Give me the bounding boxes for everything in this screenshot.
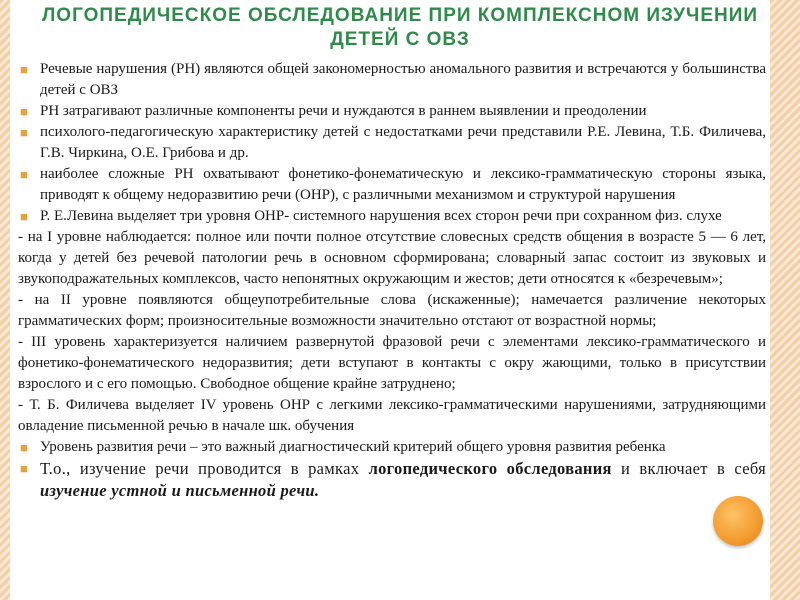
onr-level-4: [18, 395, 766, 437]
dash-text: - на I уровне наблюдается: полное или почти полное отсутствие словесных средств общения в возрасте 5 — 6 лет, когда у детей без речевой патологии речь в основном сформирована; словарный запас состоит из звуковых и звукоподражательных комплексов, часто непонятных окружающим и жестов; дети относятся к «безречевым»;: [18, 229, 766, 287]
bullet-square-icon: ■: [20, 167, 28, 182]
onr-level-2: [18, 290, 766, 332]
bullet-text: РН затрагивают различные компоненты речи и нуждаются в раннем выявлении и преодолении: [40, 103, 647, 119]
bullet-text: наиболее сложные РН охватывают фонетико-фонематическую и лексико-грамматическую стороны языка, приводят к общему недоразвитию речи (ОНР), с различными механизмом и структурой нарушения: [40, 166, 766, 203]
slide-content: [18, 59, 766, 502]
bullet-text: психолого-педагогическую характеристику детей с недостатками речи представили Р.Е. Левина, Т.Б. Филичева, Г.В. Чиркина, О.Е. Грибова и др.: [40, 124, 766, 161]
conclusion-text-1: Т.о., изучение речи проводится в рамках: [40, 459, 369, 478]
bullet-square-icon: ■: [20, 104, 28, 119]
conclusion-text-2: и включает в себя: [611, 459, 767, 478]
onr-level-1: [18, 227, 766, 290]
orange-circle-decoration: [713, 496, 763, 546]
bullet-item: [18, 164, 766, 206]
conclusion-bullet: [18, 458, 766, 502]
bullet-item: [18, 122, 766, 164]
bullet-square-icon: ■: [20, 440, 28, 455]
conclusion-bold-italic-text: изучение устной и письменной речи.: [40, 481, 320, 500]
bullet-item: [18, 206, 766, 227]
bullet-text: Уровень развития речи – это важный диагностический критерий общего уровня развития ребенка: [40, 439, 666, 455]
bullet-square-icon: ■: [20, 62, 28, 77]
dash-text: - Т. Б. Филичева выделяет IV уровень ОНР с легкими лексико-грамматическими нарушениями, затрудняющими овладение письменной речью в начале шк. обучения: [18, 397, 766, 434]
bullet-square-icon: ■: [20, 461, 29, 476]
slide-title: ЛОГОПЕДИЧЕСКОЕ ОБСЛЕДОВАНИЕ ПРИ КОМПЛЕКСНОМ ИЗУЧЕНИИ ДЕТЕЙ С ОВЗ: [41, 5, 759, 50]
dash-text: - III уровень характеризуется наличием развернутой фразовой речи с элементами лексико-грамматического и фонетико-фонематического недоразвития; дети вступают в контакты с окру жающими, только в присутствии взрослого и с его помощью. Свободное общение крайне затруднено;: [18, 334, 766, 392]
right-decorative-stripes: [770, 0, 800, 600]
bullet-text: Р. Е.Левина выделяет три уровня ОНР- системного нарушения всех сторон речи при сохранном физ. слухе: [40, 208, 722, 224]
onr-level-3: [18, 332, 766, 395]
dash-text: - на II уровне появляются общеупотребительные слова (искаженные); намечается различение некоторых грамматических форм; произносительные возможности значительно отстают от возрастной нормы;: [18, 292, 766, 329]
bullet-text: Речевые нарушения (РН) являются общей закономерностью аномального развития и встречаются у большинства детей с ОВЗ: [40, 61, 766, 98]
left-decorative-stripes: [0, 0, 10, 600]
conclusion-bold-text: логопедического обследования: [368, 459, 612, 478]
bullet-square-icon: ■: [20, 125, 28, 140]
bullet-square-icon: ■: [20, 209, 28, 224]
bullet-item: [18, 437, 766, 458]
bullet-item: [18, 101, 766, 122]
bullet-item: [18, 59, 766, 101]
